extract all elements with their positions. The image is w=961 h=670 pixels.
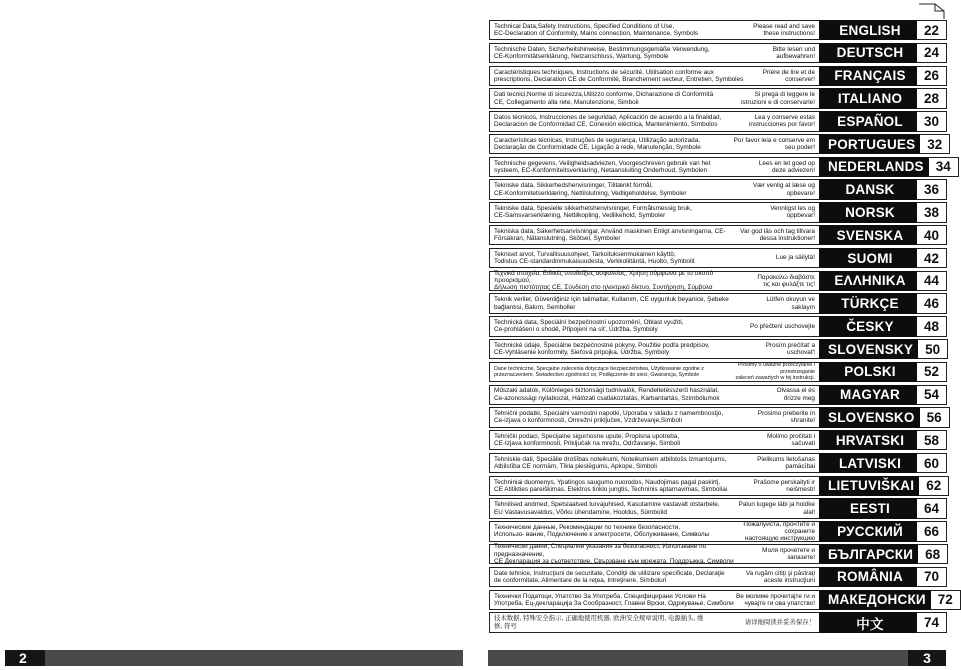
row-description-box [489, 20, 819, 40]
page-fold-icon [919, 3, 945, 19]
row-description-box [489, 476, 819, 496]
language-page-number[interactable]: 74 [917, 612, 947, 632]
language-label-box [819, 544, 918, 564]
read-instruction-note: Lees en let goed op deze adviezen! [758, 159, 815, 174]
language-label-box [819, 293, 917, 313]
row-description-box [489, 385, 819, 405]
language-name: NORSK [845, 204, 895, 220]
contents-description: Tehnički podaci, Specijalne sigurnosne upute, Propisna upotreba, CE-Izjava konformnosti, Priključak na mrežu, Održavanje, Simboli [494, 433, 681, 448]
read-instruction-note: Lütfen okuyun ve saklayın [766, 296, 815, 311]
right-footer-bar [488, 650, 946, 666]
language-label-box [819, 225, 917, 245]
read-instruction-note: Po přečtení uschovejte [749, 322, 815, 330]
read-instruction-note: Olvassa el és őrizze meg [776, 387, 815, 402]
contents-description: Tekniska data, Säkerhetsanvisningar, Använd maskinen Enligt anvisningarna, CE- Försäkran, Nätanslutning, Skötsel, Symboler [494, 228, 726, 243]
language-row[interactable] [489, 385, 947, 405]
contents-description: Технически данни, Специални указания за безопасност, Използване по предназначение, CE Декларация за съответствие, Свързване към мрежата, Поддръжка, Символи [494, 543, 734, 565]
language-label-box [819, 88, 917, 108]
language-page-number[interactable]: 52 [917, 362, 947, 382]
language-name: FRANÇAIS [834, 68, 906, 84]
read-instruction-note: Molimo pročitati i sačuvati [767, 433, 815, 448]
language-name: DEUTSCH [836, 45, 904, 61]
language-label-box [819, 407, 920, 427]
language-page-number[interactable]: 34 [929, 157, 959, 177]
contents-description: Технические данные, Рекомендации по технике безопасности, Использо- вание, Подключение к электросети, Обслуживание, Символы [494, 524, 710, 539]
row-description-box [489, 362, 819, 382]
language-page-number[interactable]: 66 [917, 521, 947, 541]
language-page-number[interactable]: 30 [917, 111, 947, 131]
language-row[interactable] [489, 521, 947, 541]
language-name: NEDERLANDS [828, 159, 924, 175]
language-name: SLOVENSKO [828, 409, 915, 425]
language-page-number[interactable]: 26 [917, 66, 947, 86]
language-label-box [819, 339, 918, 359]
row-description-box [489, 225, 819, 245]
read-instruction-note: Ве молиме прочитајте ги и чувајте ги ова упатство! [735, 592, 815, 607]
language-row[interactable] [489, 111, 947, 131]
language-name: 中文 [856, 616, 884, 632]
language-page-number[interactable]: 72 [931, 590, 961, 610]
language-row[interactable] [489, 20, 947, 40]
row-description-box [489, 179, 819, 199]
language-row[interactable] [489, 590, 953, 610]
language-row[interactable] [489, 544, 947, 564]
language-name: ENGLISH [839, 22, 901, 38]
contents-description: Tehniskie dati, Speciālie drošības noteikumi, Noteikumiem atbilstošs izmantojums, Atbilstība CE normām, Tīkla pieslēgums, Apkope, Simboli [494, 455, 727, 471]
language-row[interactable] [489, 88, 947, 108]
read-instruction-note: Please read and save these instructions! [753, 22, 815, 38]
language-page-number[interactable]: 70 [917, 567, 947, 587]
contents-description: Teknik veriler, Güvenliğiniz için talimatlar, Kullanım, CE uygunluk beyanice, Şebeke bağlantısi, Bakım, Semboller [494, 296, 729, 311]
language-page-number[interactable]: 68 [918, 544, 948, 564]
language-page-number[interactable]: 62 [919, 476, 949, 496]
language-row[interactable] [489, 66, 947, 86]
language-page-number[interactable]: 46 [917, 293, 947, 313]
language-name: МАКЕДОНСКИ [828, 592, 926, 608]
language-label-box [819, 612, 917, 632]
language-name: PORTUGUES [828, 136, 916, 152]
language-label-box [819, 157, 929, 177]
language-label-box [819, 521, 917, 541]
language-label-box [819, 271, 917, 291]
row-description-box [489, 567, 819, 587]
read-instruction-note: Vær venlig at læse og opbevare! [752, 182, 815, 197]
contents-description: Date tehnice, Instrucţiuni de securitate, Condiţii de utilizare specificate, Declaraţie de conformitate, Alimentare de la reţea, Intreţinere, Simboluri [494, 569, 725, 584]
language-page-number[interactable]: 28 [917, 88, 947, 108]
language-row[interactable] [489, 498, 947, 518]
read-instruction-note: Va rugăm citiţi şi păstraţi aceste instrucţiuni [745, 569, 815, 584]
language-label-box [819, 590, 931, 610]
row-description-box [489, 157, 819, 177]
language-page-number[interactable]: 60 [917, 453, 947, 473]
language-page-number[interactable]: 64 [917, 498, 947, 518]
row-description-box [489, 339, 819, 359]
contents-description: Technical Data,Safety Instructions, Specified Conditions of Use, EC-Declaration of Conformity, Mains connection, Maintenance, Symbols [494, 22, 699, 38]
row-description-box [489, 430, 819, 450]
contents-description: Tekniske data, Spesielle sikkerhetshenvisninger, Formålsmessig bruk, CE-Samsvarserklæring, Nettilkopling, Vedlikehold, Symboler [494, 205, 692, 220]
language-row[interactable] [489, 407, 947, 427]
language-page-number[interactable]: 54 [917, 385, 947, 405]
language-name: HRVATSKI [835, 432, 905, 448]
language-row[interactable] [489, 202, 947, 222]
contents-description: Datos técnicos, Instrucciones de seguridad, Aplicación de acuerdo a la finalidad, Declaracion de Conformidad CE, Conexión eléctrica, Mantenimiento, Símbolos [494, 114, 722, 129]
language-label-box [819, 202, 917, 222]
row-description-box [489, 521, 819, 541]
language-row[interactable] [489, 248, 947, 268]
language-row[interactable] [489, 339, 947, 359]
read-instruction-note: Prašome perskaityti ir neišmesti! [753, 478, 815, 493]
language-page-number[interactable]: 36 [917, 179, 947, 199]
language-row[interactable] [489, 293, 947, 313]
contents-description: Características técnicas, Instruções de segurança, Utilização autorizada, Declaração de Conformidade CE, Ligação à rede, Manutenção, Symbole [494, 136, 701, 152]
read-instruction-note: Bitte lesen und aufbewahren! [772, 45, 815, 60]
language-row[interactable] [489, 157, 951, 177]
left-page [0, 0, 475, 670]
language-label-box [819, 385, 917, 405]
language-row[interactable] [489, 271, 947, 291]
language-name: LIETUVIŠKAI [828, 478, 915, 494]
language-page-number[interactable]: 32 [920, 134, 950, 154]
row-description-box [489, 111, 819, 131]
language-page-number[interactable]: 22 [917, 20, 947, 40]
language-name: ITALIANO [837, 91, 903, 107]
language-name: ROMÂNIA [837, 569, 903, 585]
row-description-box [489, 498, 819, 518]
read-instruction-note: Prosimy o uważne przeczytanie i przestrzeganie zaleceń zawartych w tej instrukcji. [735, 362, 815, 382]
language-name: БЪЛГАРСКИ [828, 546, 914, 562]
language-index [489, 20, 953, 635]
language-page-number[interactable]: 40 [917, 225, 947, 245]
contents-description: Technická data, Speciální bezpečnostní upozornění, Oblast využití, Ce-prohlášení o shodě, Připojení na síť, Údržba, Symboly [494, 319, 684, 334]
read-instruction-note: Prière de lire et de conserver! [762, 68, 815, 83]
language-name: ČESKY [846, 318, 894, 334]
read-instruction-note: Пожалуйста, прочтите и сохраните настоящую инструкцию [743, 520, 815, 542]
row-description-box [489, 590, 819, 610]
right-page-number: 3 [908, 650, 946, 666]
row-description-box [489, 88, 819, 108]
contents-description: Műszaki adatok, Különleges biztonsági tudnivalók, Rendeltetésszerű használat, Ce-azonossági nyilatkozat, Hálózati csatlakoztatás, Karbantartás, Szimbólumok [494, 387, 720, 402]
row-description-box [489, 202, 819, 222]
read-instruction-note: Моля прочетете и запазете! [762, 546, 815, 562]
language-label-box [819, 476, 919, 496]
language-row[interactable] [489, 430, 947, 450]
language-name: POLSKI [844, 364, 896, 380]
read-instruction-note: Lea y conserve estas instrucciones por favor! [748, 114, 815, 129]
language-name: ESPAÑOL [837, 113, 903, 129]
contents-description: Technické údaje, Špeciálne bezpečnostné pokyny, Použitie podľa predpisov, CE-Vyhlásenie konformity, Sieťová prípojka, Údržba, Symboly [494, 341, 710, 357]
read-instruction-note: 请详细阅读并妥善保存！ [744, 618, 815, 626]
language-page-number[interactable]: 38 [917, 202, 947, 222]
language-page-number[interactable]: 24 [917, 43, 947, 63]
contents-description: Tehnilised andmed, Spetsiaalsed turvajuhised, Kasutamine vastavalt otstarbele, EU Vastavusavaldus, Võrku ühendamine, Hooldus, Sümbolid [494, 501, 720, 516]
language-label-box [819, 567, 917, 587]
left-footer-bar [5, 650, 463, 666]
contents-description: Caractéristiques techniques, Instructions de sécurité, Utilisation conforme aux prescriptions, Declaration CE de Conformité, Branchement secteur, Entretien, Symboles [494, 68, 744, 83]
language-row[interactable] [489, 476, 947, 496]
row-description-box [489, 66, 819, 86]
language-page-number[interactable]: 56 [920, 407, 950, 427]
row-description-box [489, 407, 819, 427]
contents-description: Dane techniczne, Specjalne zalecenia dotyczące bezpieczeństwa, Użytkowanie zgodne z przeznaczeniem, Świadectwo zgodności ce, Podłączenie do sieci, Gwarancja, Symbole [494, 365, 704, 378]
row-description-box [489, 134, 819, 154]
contents-description: 技术数据, 特殊安全指示, 正确地使用机器, 欧洲安全规章说明, 电源插头, 维 修, 符号 [494, 615, 704, 630]
read-instruction-note: Lue ja säilytä! [775, 254, 815, 262]
left-page-number: 2 [5, 650, 45, 666]
language-row[interactable] [489, 453, 947, 473]
language-name: РУССКИЙ [837, 523, 903, 539]
language-label-box [819, 316, 917, 336]
read-instruction-note: Prosím prečítať a uschovať! [765, 341, 815, 357]
language-label-box [819, 134, 920, 154]
language-name: MAGYAR [840, 387, 900, 403]
contents-description: Tehnični podatki, Specialni varnostni napotki, Uporaba v skladu z namembnostjo, Ce-izjava o konformnosti, Omrežni priključek, Vzdrževanje,Simboli [494, 410, 724, 425]
language-name: ΕΛΛΗΝΙΚΑ [834, 273, 906, 289]
contents-description: Techniniai duomenys, Ypatingos saugumo nuorodos, Naudojimas pagal paskirtį, CE Atitikties pareiškimas, Elektros tinklo jungtis, Techninis aptarnavimas, Simboliai [494, 478, 728, 493]
row-description-box [489, 453, 819, 473]
contents-description: Technische gegevens, Veiligheidsadviezen, Voorgeschreven gebruik van het systeem, EC-Konformiteitsverklaring, Netaansluiting Onderhoud, Symbolen [494, 159, 711, 174]
language-name: SUOMI [847, 250, 893, 266]
language-label-box [819, 248, 917, 268]
language-label-box [819, 111, 917, 131]
read-instruction-note: Si prega di leggere le istruzioni e di conservarle! [741, 91, 815, 106]
read-instruction-note: Vennligst les og oppbevar! [770, 205, 815, 220]
contents-description: Технички Податоци, Упатство За Употреба, Специфицирани Услови На Употреба, Ец-декларација За Сообразност, Главни Врски, Одржување, Симболи [494, 592, 734, 607]
language-page-number[interactable]: 44 [917, 271, 947, 291]
read-instruction-note: Prosimo preberite in shranite! [757, 410, 815, 425]
language-name: DANSK [845, 182, 895, 198]
language-row[interactable] [489, 179, 947, 199]
contents-description: Tekniske data, Sikkerhedshenvisninger, Tilitænkt formål, CE-Konformitetserklæring, Nettilslutning, Vedligeholdelse, Symboler [494, 182, 687, 197]
language-name: SVENSKA [836, 227, 904, 243]
row-description-box [489, 544, 819, 564]
language-page-number[interactable]: 50 [918, 339, 948, 359]
read-instruction-note: Var god läs och tag tillvara dessa instruktioner! [740, 228, 815, 243]
language-label-box [819, 20, 917, 40]
row-description-box [489, 293, 819, 313]
read-instruction-note: Pielikums lietošanas pamācībai [757, 455, 815, 471]
language-label-box [819, 498, 917, 518]
language-label-box [819, 43, 917, 63]
contents-description: Tekniset arvot, Turvallisuusohjeet, Tarkoituksenmukainen käyttö, Todistus CE-standardinmukaisuudesta, Verkkoliitäntä, Huolto, Symbolit [494, 250, 695, 265]
language-label-box [819, 362, 917, 382]
row-description-box [489, 316, 819, 336]
language-page-number[interactable]: 48 [917, 316, 947, 336]
language-row[interactable] [489, 43, 947, 63]
language-label-box [819, 179, 917, 199]
language-name: LATVISKI [838, 455, 902, 471]
language-row[interactable] [489, 225, 947, 245]
contents-description: Τεχνικά στοιχεία, Ειδικές υποδείξεις ασφαλείας, Χρήση σύμφωνα με το σκοπό προορισμού, Δήλωση πιστότητας CE, Σύνδεση στο ηλεκτρικό δίκτυο, Συντήρηση, Σύμβολα [494, 269, 714, 292]
language-name: EESTI [849, 501, 890, 517]
language-label-box [819, 430, 917, 450]
row-description-box [489, 612, 819, 632]
row-description-box [489, 43, 819, 63]
language-name: TÜRKÇE [841, 296, 899, 312]
row-description-box [489, 248, 819, 268]
language-label-box [819, 66, 917, 86]
language-row[interactable] [489, 362, 947, 382]
language-label-box [819, 453, 917, 473]
read-instruction-note: Palun lugege läbi ja hoidke alal! [738, 501, 815, 516]
contents-description: Technische Daten, Sicherheitshinweise, Bestimmungsgemäße Verwendung, CE-Konformitätserklärung, Netzanschluss, Wartung, Symbole [494, 45, 710, 60]
language-row[interactable] [489, 567, 947, 587]
language-name: SLOVENSKY [828, 341, 914, 357]
language-row[interactable] [489, 316, 947, 336]
read-instruction-note: Παρακαλώ διαβάστε τις και φυλάξτε τις! [757, 273, 815, 288]
language-page-number[interactable]: 42 [917, 248, 947, 268]
language-page-number[interactable]: 58 [917, 430, 947, 450]
contents-description: Dati tecnici,Norme di sicurezza,Utilizzo conforme, Dicharazione di Conformità CE, Collegamento alla rete, Manutenzione, Simboli [494, 91, 714, 106]
row-description-box [489, 271, 819, 291]
language-row[interactable] [489, 134, 947, 154]
language-row[interactable] [489, 612, 947, 632]
read-instruction-note: Por favor leia e conserve em seu poder! [733, 136, 815, 152]
